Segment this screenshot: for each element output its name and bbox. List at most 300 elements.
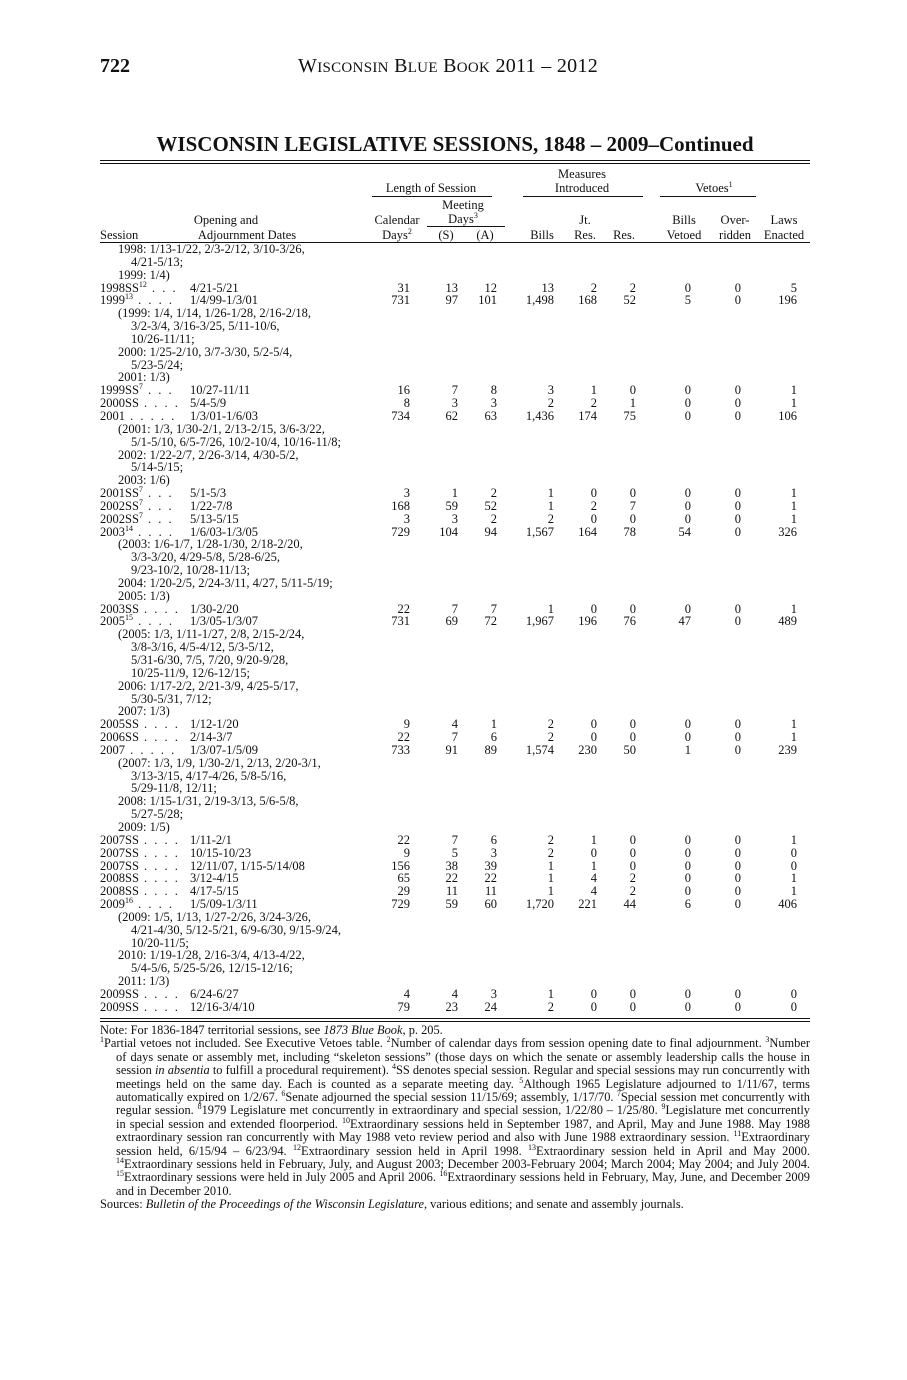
session-cell: $2002SS^7$ . . . (100, 510, 174, 526)
dates-cell: 1/5/09-1/3/11 (190, 897, 258, 912)
laws-cell: 0 (790, 845, 797, 860)
session-cell: $2001SS^7$ . . . (100, 484, 174, 501)
meeting-dates-text: 5/14-5/15; (131, 460, 184, 475)
res-cell: 52 (623, 293, 636, 308)
dates-cell: 1/3/01-1/6/03 (190, 408, 259, 423)
a-cell: 63 (484, 408, 497, 423)
vet-cell: 47 (678, 614, 691, 629)
jt-cell: 230 (578, 742, 597, 757)
over-cell: 0 (734, 730, 741, 745)
s-cell: 3 (451, 511, 458, 526)
session-cell: 1999$^{13}$ . . . . (100, 292, 174, 308)
over-cell: 0 (734, 871, 741, 886)
footnote-marker: 13 (528, 1142, 537, 1152)
cal-cell: 4 (403, 986, 410, 1001)
footnote-marker: 16 (439, 1169, 448, 1179)
page-number: 722 (100, 55, 130, 77)
over-cell: 0 (734, 742, 741, 757)
a-cell: 60 (484, 897, 497, 912)
top-rule (100, 160, 810, 161)
table-bottom-rule-2 (100, 1018, 810, 1019)
dates-cell: 5/4-5/9 (190, 396, 227, 411)
jt-cell: 0 (590, 486, 597, 501)
top-rule-2 (100, 163, 810, 164)
session-cell: 2007 . . . . . (100, 742, 177, 757)
continuation-row (0, 436, 907, 449)
dates-cell: 12/11/07, 1/15-5/14/08 (190, 858, 305, 873)
res-cell: 0 (629, 486, 636, 501)
session-cell: 2007SS . . . . (100, 858, 180, 873)
session-cell: 2006SS . . . . (100, 730, 180, 745)
jt-res-header: Res. (574, 228, 596, 242)
vet-cell: 0 (684, 396, 691, 411)
session-cell: $2002SS^7$ . . . (100, 497, 174, 513)
s-cell: 22 (445, 871, 458, 886)
over-cell: 0 (734, 884, 741, 899)
dates-cell: 1/6/03-1/3/05 (190, 524, 259, 539)
session-cell: 2009SS . . . . (100, 986, 180, 1001)
days-header: Days$^3$ (448, 210, 478, 226)
meeting-dates-text: 9/23-10/2, 10/28-11/13; (131, 563, 250, 578)
enacted-header: Enacted (763, 228, 805, 242)
vet-cell: 0 (684, 601, 691, 616)
s-cell: 13 (445, 280, 458, 295)
jt-cell: 0 (590, 511, 597, 526)
a-cell: 101 (478, 293, 497, 308)
dates-cell: 4/17-5/15 (190, 884, 239, 899)
footnote-text: Special session met concurrently with regular session. (116, 1090, 810, 1118)
s-cell: 1 (451, 486, 458, 501)
continuation-row (0, 256, 907, 269)
meeting-dates-text: 10/25-11/9, 12/6-12/15; (131, 665, 250, 680)
continuation-row (0, 577, 907, 590)
s-cell: 7 (451, 601, 458, 616)
s-cell: 7 (451, 383, 458, 398)
meeting-dates-text: (2005: 1/3, 1/11-1/27, 2/8, 2/15-2/24, (118, 627, 305, 642)
footnote-marker: 14 (116, 1155, 124, 1165)
a-cell: 12 (484, 280, 497, 295)
jt-cell: 2 (590, 280, 597, 295)
table-row (0, 895, 907, 912)
ridden-header: ridden (719, 228, 751, 242)
footnote-text: Partial vetoes not included. See Executive Vetoes table. (104, 1036, 387, 1051)
laws-cell: 1 (790, 486, 797, 501)
cal-cell: 731 (391, 293, 410, 308)
territorial-note: Note: For 1836-1847 territorial sessions, see 1873 Blue Book, p. 205. (100, 1023, 443, 1037)
meeting-dates-text: 2003: 1/6) (118, 473, 170, 488)
footnote-marker: 1 (100, 1035, 104, 1045)
vet-cell: 0 (684, 511, 691, 526)
res-cell: 1 (629, 396, 636, 411)
s-cell: 91 (445, 742, 458, 757)
running-head: WISCONSIN BLUE BOOK 2011 – 2012 (298, 55, 599, 77)
table-body (0, 243, 907, 1014)
session-cell: 2003SS . . . . (100, 601, 180, 616)
jt-cell: 1 (590, 832, 597, 847)
dates-cell: 1/4/99-1/3/01 (190, 293, 259, 308)
footnote-text: Extraordinary sessions held in February, July, and August 2003; December 2003-February 2004; March 2004; May 2004; and July 2004. (124, 1157, 810, 1172)
jt-cell: 4 (590, 884, 597, 899)
continuation-row (0, 346, 907, 359)
laws-cell: 1 (790, 383, 797, 398)
footnote-text: Extraordinary sessions were held in July 2005 and April 2006. (124, 1170, 440, 1185)
jt-cell: 1 (590, 858, 597, 873)
footnote-text: SS denotes special session. Regular and special sessions may run concurrently with meetings held on the same day. Each is counted as a separate meeting day. (116, 1063, 810, 1091)
over-cell: 0 (734, 486, 741, 501)
vet-cell: 0 (684, 280, 691, 295)
cal-cell: 9 (403, 845, 410, 860)
res-cell: 0 (629, 601, 636, 616)
a-cell: 6 (490, 730, 497, 745)
bills-cell: 1 (547, 601, 554, 616)
footnote-marker: 6 (281, 1088, 286, 1098)
s-cell: 7 (451, 730, 458, 745)
cal-cell: 31 (397, 280, 410, 295)
footnote-text: Extraordinary session held in April 1998. (301, 1143, 529, 1158)
session-cell: 1998SS$^{12}$ . . . (100, 279, 178, 295)
meeting-dates-text: 3/13-3/15, 4/17-4/26, 5/8-5/16, (131, 768, 287, 783)
laws-cell: 1 (790, 511, 797, 526)
dates-cell: 5/1-5/3 (190, 486, 227, 501)
adjournment-dates-header: Adjournment Dates (197, 228, 297, 242)
vet-cell: 0 (684, 383, 691, 398)
a-cell: 7 (490, 601, 497, 616)
res-cell: 50 (623, 742, 636, 757)
session-header: Session (100, 228, 139, 242)
meeting-dates-text: 2001: 1/3) (118, 370, 170, 385)
over-cell: 0 (734, 717, 741, 732)
over-cell: 0 (734, 601, 741, 616)
bills-cell: 2 (547, 999, 554, 1014)
meeting-dates-text: (2001: 1/3, 1/30-2/1, 2/13-2/15, 3/6-3/22, (118, 421, 325, 436)
res-cell: 0 (629, 383, 636, 398)
vet-cell: 0 (684, 498, 691, 513)
jt-cell: 168 (578, 293, 597, 308)
continuation-row (0, 680, 907, 693)
res-header: Res. (613, 228, 635, 242)
session-cell: 2005$^{15}$ . . . . (100, 613, 174, 629)
meeting-dates-text: 2009: 1/5) (118, 819, 170, 834)
s-cell: 7 (451, 832, 458, 847)
cal-cell: 9 (403, 717, 410, 732)
vet-cell: 0 (684, 871, 691, 886)
footnote-marker: 11 (733, 1129, 742, 1139)
dates-cell: 1/12-1/20 (190, 717, 239, 732)
dates-cell: 1/3/05-1/3/07 (190, 614, 259, 629)
jt-cell: 0 (590, 986, 597, 1001)
introduced-header: Introduced (554, 181, 610, 195)
bills-header: Bills (530, 228, 554, 242)
footnote-marker: 9 (661, 1102, 666, 1112)
laws-cell: 106 (778, 408, 797, 423)
meeting-dates-text: 2000: 1/25-2/10, 3/7-3/30, 5/2-5/4, (118, 344, 293, 359)
bills-cell: 1 (547, 884, 554, 899)
meeting-dates-text: 5/29-11/8, 12/11; (131, 781, 217, 796)
footnote-marker: 12 (293, 1142, 301, 1152)
meeting-dates-text: 4/21-4/30, 5/12-5/21, 6/9-6/30, 9/15-9/24, (131, 922, 342, 937)
meeting-dates-text: 3/2-3/4, 3/16-3/25, 5/11-10/6, (131, 319, 280, 334)
laws-cell: 1 (790, 884, 797, 899)
jt-cell: 0 (590, 601, 597, 616)
session-cell: $1999SS^7$ . . . (100, 382, 174, 398)
cal-cell: 3 (403, 486, 410, 501)
over-cell: 0 (734, 293, 741, 308)
s-cell: 59 (445, 897, 458, 912)
session-cell: 2001 . . . . . (100, 408, 177, 423)
table-notes (100, 1024, 810, 1212)
s-cell: 5 (451, 845, 458, 860)
vet-cell: 0 (684, 845, 691, 860)
bills-cell: 1 (547, 486, 554, 501)
meeting-dates-text: 5/31-6/30, 7/5, 7/20, 9/20-9/28, (131, 653, 289, 667)
jt-cell: 2 (590, 498, 597, 513)
over-cell: 0 (734, 858, 741, 873)
meeting-dates-text: 3/3-3/20, 4/29-5/8, 5/28-6/25, (131, 550, 280, 565)
dates-cell: 3/12-4/15 (190, 871, 239, 886)
meeting-dates-text: 5/30-5/31, 7/12; (131, 691, 212, 706)
dates-cell: 10/15-10/23 (190, 845, 252, 860)
s-cell: 23 (445, 999, 458, 1014)
calendar-header: Calendar (374, 213, 420, 227)
vet-cell: 0 (684, 832, 691, 847)
meeting-dates-text: 2011: 1/3) (118, 974, 170, 989)
cal-cell: 731 (391, 614, 410, 629)
meeting-days-underline (427, 226, 505, 227)
cal-cell: 733 (391, 742, 410, 757)
over-cell: 0 (734, 498, 741, 513)
continuation-row (0, 423, 907, 436)
cal-cell: 8 (403, 396, 410, 411)
cal-cell: 22 (397, 601, 410, 616)
over-cell: 0 (734, 280, 741, 295)
vet-cell: 0 (684, 986, 691, 1001)
res-cell: 0 (629, 717, 636, 732)
dates-cell: 10/27-11/11 (190, 383, 251, 398)
a-cell: 2 (490, 486, 497, 501)
bills-cell: 1,436 (525, 408, 554, 423)
meeting-dates-text: 2006: 1/17-2/2, 2/21-3/9, 4/25-5/17, (118, 678, 299, 693)
cal-cell: 729 (391, 524, 410, 539)
jt-cell: 221 (578, 897, 597, 912)
footnote-marker: 8 (197, 1102, 202, 1112)
a-cell: 3 (490, 396, 497, 411)
res-cell: 78 (623, 524, 636, 539)
dates-cell: 5/13-5/15 (190, 511, 239, 526)
meeting-dates-text: 10/20-11/5; (131, 935, 189, 950)
vet-cell: 0 (684, 999, 691, 1014)
meeting-dates-text: (2007: 1/3, 1/9, 1/30-2/1, 2/13, 2/20-3/1, (118, 755, 321, 770)
s-cell: 69 (445, 614, 458, 629)
cal-cell: 168 (391, 498, 410, 513)
vet-cell: 54 (678, 524, 691, 539)
footnote-text: 1979 Legislature met concurrently in extraordinary and special session, 1/22/80 – 1/25/80. (201, 1103, 662, 1118)
over-cell: 0 (734, 524, 741, 539)
meeting-dates-text: 5/27-5/28; (131, 807, 184, 822)
bills-cell: 1,567 (525, 524, 554, 539)
jt-cell: 0 (590, 999, 597, 1014)
continuation-row (0, 924, 907, 937)
meeting-dates-text: 2010: 1/19-1/28, 2/16-3/4, 4/13-4/22, (118, 948, 305, 963)
laws-cell: 1 (790, 871, 797, 886)
laws-cell: 0 (790, 986, 797, 1001)
over-cell: 0 (734, 897, 741, 912)
laws-cell: 1 (790, 832, 797, 847)
res-cell: 75 (623, 408, 636, 423)
vet-cell: 0 (684, 858, 691, 873)
footnote-marker: 4 (391, 1062, 396, 1072)
jt-cell: 196 (578, 614, 597, 629)
dates-cell: 12/16-3/4/10 (190, 999, 255, 1014)
footnote-text: Number of calendar days from session opening date to final adjournment. (390, 1036, 766, 1051)
res-cell: 2 (629, 280, 636, 295)
laws-cell: 196 (778, 293, 797, 308)
cal-cell: 29 (397, 884, 410, 899)
cal-cell: 79 (397, 999, 410, 1014)
over-cell: 0 (734, 383, 741, 398)
table-row (0, 410, 907, 423)
laws-cell: 1 (790, 730, 797, 745)
jt-cell: 0 (590, 845, 597, 860)
senate-days-header: (S) (438, 228, 454, 242)
meeting-dates-text: 2008: 1/15-1/31, 2/19-3/13, 5/6-5/8, (118, 794, 299, 809)
introduced-underline (523, 196, 643, 197)
laws-cell: 326 (778, 524, 797, 539)
bills-cell: 3 (547, 383, 554, 398)
jt-cell: 164 (578, 524, 597, 539)
bills-cell: 1,574 (525, 742, 554, 757)
a-cell: 52 (484, 498, 497, 513)
over-cell: 0 (734, 511, 741, 526)
continuation-row (0, 333, 907, 346)
session-cell: 2007SS . . . . (100, 845, 180, 860)
dates-cell: 4/21-5/21 (190, 280, 239, 295)
meeting-dates-text: 1998: 1/13-1/22, 2/3-2/12, 3/10-3/26, (118, 242, 305, 256)
s-cell: 4 (451, 717, 458, 732)
laws-cell: 5 (790, 280, 797, 295)
dates-cell: 1/11-2/1 (190, 832, 232, 847)
continuation-row (0, 564, 907, 577)
over-cell: 0 (734, 396, 741, 411)
footnote-text: Extraordinary sessions held in February, May, June, and December 2009 and in December 2010. (116, 1170, 810, 1198)
session-cell: 2008SS . . . . (100, 884, 180, 899)
laws-header-top: Laws (770, 213, 798, 227)
s-cell: 3 (451, 396, 458, 411)
jt-cell: 1 (590, 383, 597, 398)
cal-cell: 156 (391, 858, 410, 873)
laws-cell: 239 (778, 742, 797, 757)
jt-cell: 174 (578, 408, 597, 423)
dates-cell: 1/30-2/20 (190, 601, 239, 616)
a-cell: 2 (490, 511, 497, 526)
meeting-dates-text: 10/26-11/11; (131, 331, 195, 346)
res-cell: 44 (623, 897, 636, 912)
footnotes: $^1$Partial vetoes not included. See Executive Vetoes table. $^2$Number of calendar days from session opening date to final adjournment. $^3$Number of days senate or assembly met, including “skeleton sessions” (those days on which the senate or assembly leadership calls the house in session in absentia to fulfill a procedural requirement). $^4$SS denotes special session. Regular and special sessions may run concurrently with meetings held on the same day. Each is counted as a separate meeting day. $^5$Although 1965 Legislature adjourned to 1/11/67, terms automatically expired on 1/2/67. $^6$Senate adjourned the special session 11/15/69; assembly, 1/17/70. $^7$Special session met concurrently with regular session. $^8$1979 Legislature met concurrently in extraordinary and special session, 1/22/80 – 1/25/80. $^9$Legislature met concurrently in special session and extended floorperiod. $^{10}$Extraordinary sessions held in September 1987, and April, May and June 1988. May 1988 extraordinary session ran concurrently with May 1988 veto review period and also with June 1988 extraordinary session. $^{11}$Extraordinary session held, 6/15/94 – 6/23/94. $^{12}$Extraordinary session held in April 1998. $^{13}$Extraordinary session held in April and May 2000. $^{14}$Extraordinary sessions held in February, July, and August 2003; December 2003-February 2004; March 2004; May 2004; and July 2004. $^{15}$Extraordinary sessions were held in July 2005 and April 2006. $^{16}$Extraordinary sessions held in February, May, June, and December 2009 and in December 2010. (100, 1035, 811, 1198)
meeting-dates-text: 5/1-5/10, 6/5-7/26, 10/2-10/4, 10/16-11/8; (131, 434, 341, 449)
cal-cell: 729 (391, 897, 410, 912)
over-cell: 0 (734, 999, 741, 1014)
footnote-text: Extraordinary sessions held in September 1987, and April, May and June 1988. May 1988 extraordinary session ran concurrently with May 1988 veto review period and also with June 1988 extraordinary session. (116, 1116, 810, 1145)
jt-header: Jt. (579, 213, 591, 227)
laws-cell: 1 (790, 717, 797, 732)
a-cell: 3 (490, 986, 497, 1001)
bills-cell: 1,967 (525, 614, 554, 629)
footnote-marker: 3 (765, 1035, 770, 1045)
footnote-text: Legislature met concurrently in special session and extended floorperiod. (116, 1103, 810, 1131)
bills-cell: 2 (547, 396, 554, 411)
bills-cell: 1,720 (525, 897, 554, 912)
meeting-dates-text: 1999: 1/4) (118, 267, 170, 282)
continuation-row (0, 243, 907, 256)
a-cell: 89 (484, 742, 497, 757)
meeting-dates-text: (2003: 1/6-1/7, 1/28-1/30, 2/18-2/20, (118, 537, 303, 552)
meeting-dates-text: 2004: 1/20-2/5, 2/24-3/11, 4/27, 5/11-5/19; (118, 575, 333, 590)
s-cell: 11 (445, 884, 458, 899)
meeting-dates-text: 5/4-5/6, 5/25-5/26, 12/15-12/16; (131, 961, 293, 976)
laws-cell: 1 (790, 498, 797, 513)
a-cell: 94 (484, 524, 497, 539)
res-cell: 0 (629, 832, 636, 847)
a-cell: 24 (484, 999, 497, 1014)
bills-cell: 2 (547, 845, 554, 860)
bills-cell: 1,498 (525, 293, 554, 308)
a-cell: 8 (490, 383, 497, 398)
continuation-row (0, 654, 907, 667)
meeting-dates-text: 5/23-5/24; (131, 357, 184, 372)
calendar-days-header: Days$^2$ (382, 226, 412, 242)
meeting-dates-text: (2009: 1/5, 1/13, 1/27-2/26, 3/24-3/26, (118, 909, 312, 924)
length-of-session-header: Length of Session (385, 181, 477, 195)
a-cell: 22 (484, 871, 497, 886)
over-cell: 0 (734, 408, 741, 423)
opening-and-header: Opening and (193, 213, 259, 227)
a-cell: 3 (490, 845, 497, 860)
bills-cell: 13 (541, 280, 554, 295)
res-cell: 0 (629, 730, 636, 745)
footnote-marker: 5 (519, 1075, 524, 1085)
laws-cell: 1 (790, 396, 797, 411)
session-cell: 2003$^{14}$ . . . . (100, 523, 174, 539)
vet-cell: 6 (684, 897, 691, 912)
jt-cell: 0 (590, 717, 597, 732)
footnote-marker: 15 (116, 1169, 124, 1179)
vet-cell: 0 (684, 408, 691, 423)
session-cell: 2009$^{16}$ . . . . (100, 895, 174, 912)
bills-cell: 2 (547, 511, 554, 526)
bills-cell: 1 (547, 858, 554, 873)
res-cell: 0 (629, 999, 636, 1014)
laws-cell: 0 (790, 858, 797, 873)
cal-cell: 65 (397, 871, 410, 886)
dates-cell: 1/22-7/8 (190, 498, 233, 513)
laws-cell: 1 (790, 601, 797, 616)
cal-cell: 16 (397, 383, 410, 398)
a-cell: 72 (484, 614, 497, 629)
session-cell: 2008SS . . . . (100, 871, 180, 886)
over-cell: 0 (734, 832, 741, 847)
a-cell: 6 (490, 832, 497, 847)
s-cell: 62 (445, 408, 458, 423)
s-cell: 104 (439, 524, 458, 539)
footnote-text: Extraordinary session held in April and May 2000. (536, 1143, 811, 1158)
length-underline (372, 196, 492, 197)
res-cell: 0 (629, 858, 636, 873)
laws-cell: 406 (778, 897, 797, 912)
res-cell: 0 (629, 511, 636, 526)
res-cell: 0 (629, 845, 636, 860)
vet-cell: 1 (684, 742, 691, 757)
session-cell: 2009SS . . . . (100, 999, 180, 1014)
over-cell: 0 (734, 845, 741, 860)
